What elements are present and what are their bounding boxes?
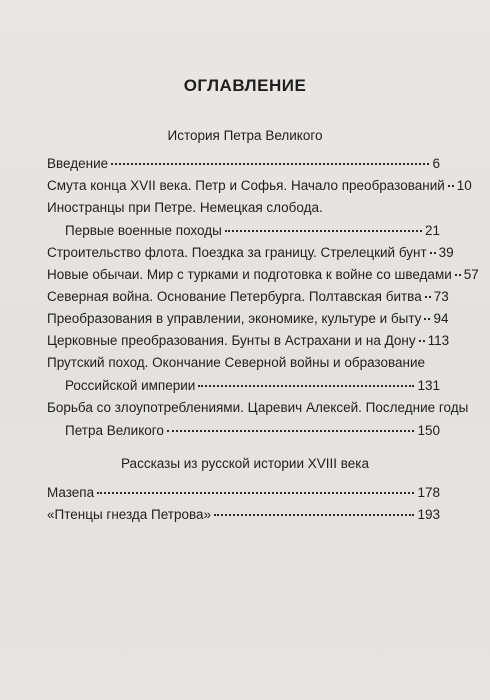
toc-page-number: 150 — [417, 423, 440, 438]
toc-entry[interactable] — [47, 244, 454, 262]
toc-heading: ОГЛАВЛЕНИЕ — [183, 76, 307, 95]
dot-leader — [430, 251, 436, 254]
toc-page-number: 6 — [432, 156, 440, 171]
toc-entry-title: Северная война. Основание Петербурга. Полтавская битва — [47, 289, 422, 304]
toc-entry-title: Преобразования в управлении, экономике, культуре и быту — [47, 311, 422, 326]
toc-page-number: 178 — [417, 485, 440, 500]
toc-entry-title: «Птенцы гнезда Петрова» — [47, 507, 212, 522]
toc-page-number: 193 — [417, 507, 440, 522]
toc-page-number: 73 — [433, 289, 449, 304]
toc-entry[interactable] — [47, 288, 449, 306]
toc-entry[interactable] — [47, 177, 472, 195]
toc-page-number: 57 — [463, 267, 479, 282]
toc-entry[interactable] — [47, 332, 450, 350]
toc-entry-title: Иностранцы при Петре. Немецкая слобода. — [47, 200, 323, 215]
toc-entry-title-continued: Российской империи — [65, 378, 196, 393]
toc-entry[interactable] — [47, 266, 479, 284]
toc-entry-title: Церковные преобразования. Бунты в Астрахани и на Дону — [47, 333, 416, 348]
toc-page-number: 39 — [438, 245, 454, 260]
toc-entry[interactable] — [47, 354, 440, 395]
dot-leader — [225, 229, 422, 232]
toc-entry[interactable] — [47, 484, 440, 502]
toc-entry-title: Смута конца XVII века. Петр и Софья. Начало преобразований — [47, 178, 445, 193]
toc-page-number: 131 — [417, 378, 440, 393]
dot-leader — [111, 162, 429, 165]
toc-entry-title: Прутский поход. Окончание Северной войны и образование — [47, 355, 426, 370]
dot-leader — [419, 339, 425, 342]
toc-entry[interactable] — [47, 506, 440, 524]
toc-page-number: 21 — [424, 223, 440, 238]
section-title-18th-century: Рассказы из русской истории XVIII века — [121, 456, 369, 471]
dot-leader — [455, 273, 461, 276]
toc-entry[interactable] — [47, 199, 440, 240]
toc-entry-title: Строительство флота. Поездка за границу. Стрелецкий бунт — [47, 245, 427, 260]
toc-entry-title-continued: Петра Великого — [65, 423, 164, 438]
toc-page-number: 94 — [433, 311, 449, 326]
dot-leader — [425, 295, 431, 298]
toc-entry-title: Введение — [47, 156, 109, 171]
dot-leader — [214, 513, 414, 516]
dot-leader — [198, 384, 414, 387]
toc-entry-title: Борьба со злоупотреблениями. Царевич Алексей. Последние годы — [47, 400, 469, 415]
dot-leader — [167, 429, 415, 432]
toc-entry[interactable] — [47, 399, 469, 440]
toc-entry-title: Мазепа — [47, 485, 95, 500]
toc-entry[interactable] — [47, 310, 449, 328]
dot-leader — [424, 317, 430, 320]
toc-page-number: 10 — [456, 178, 472, 193]
toc-page-number: 113 — [427, 333, 450, 348]
toc-entry[interactable] — [47, 155, 440, 173]
toc-entry-title: Новые обычаи. Мир с турками и подготовка к войне со шведами — [47, 267, 452, 282]
dot-leader — [448, 184, 454, 187]
toc-entry-title-continued: Первые военные походы — [65, 223, 222, 238]
dot-leader — [97, 491, 414, 494]
section-title-peter: История Петра Великого — [167, 128, 323, 143]
